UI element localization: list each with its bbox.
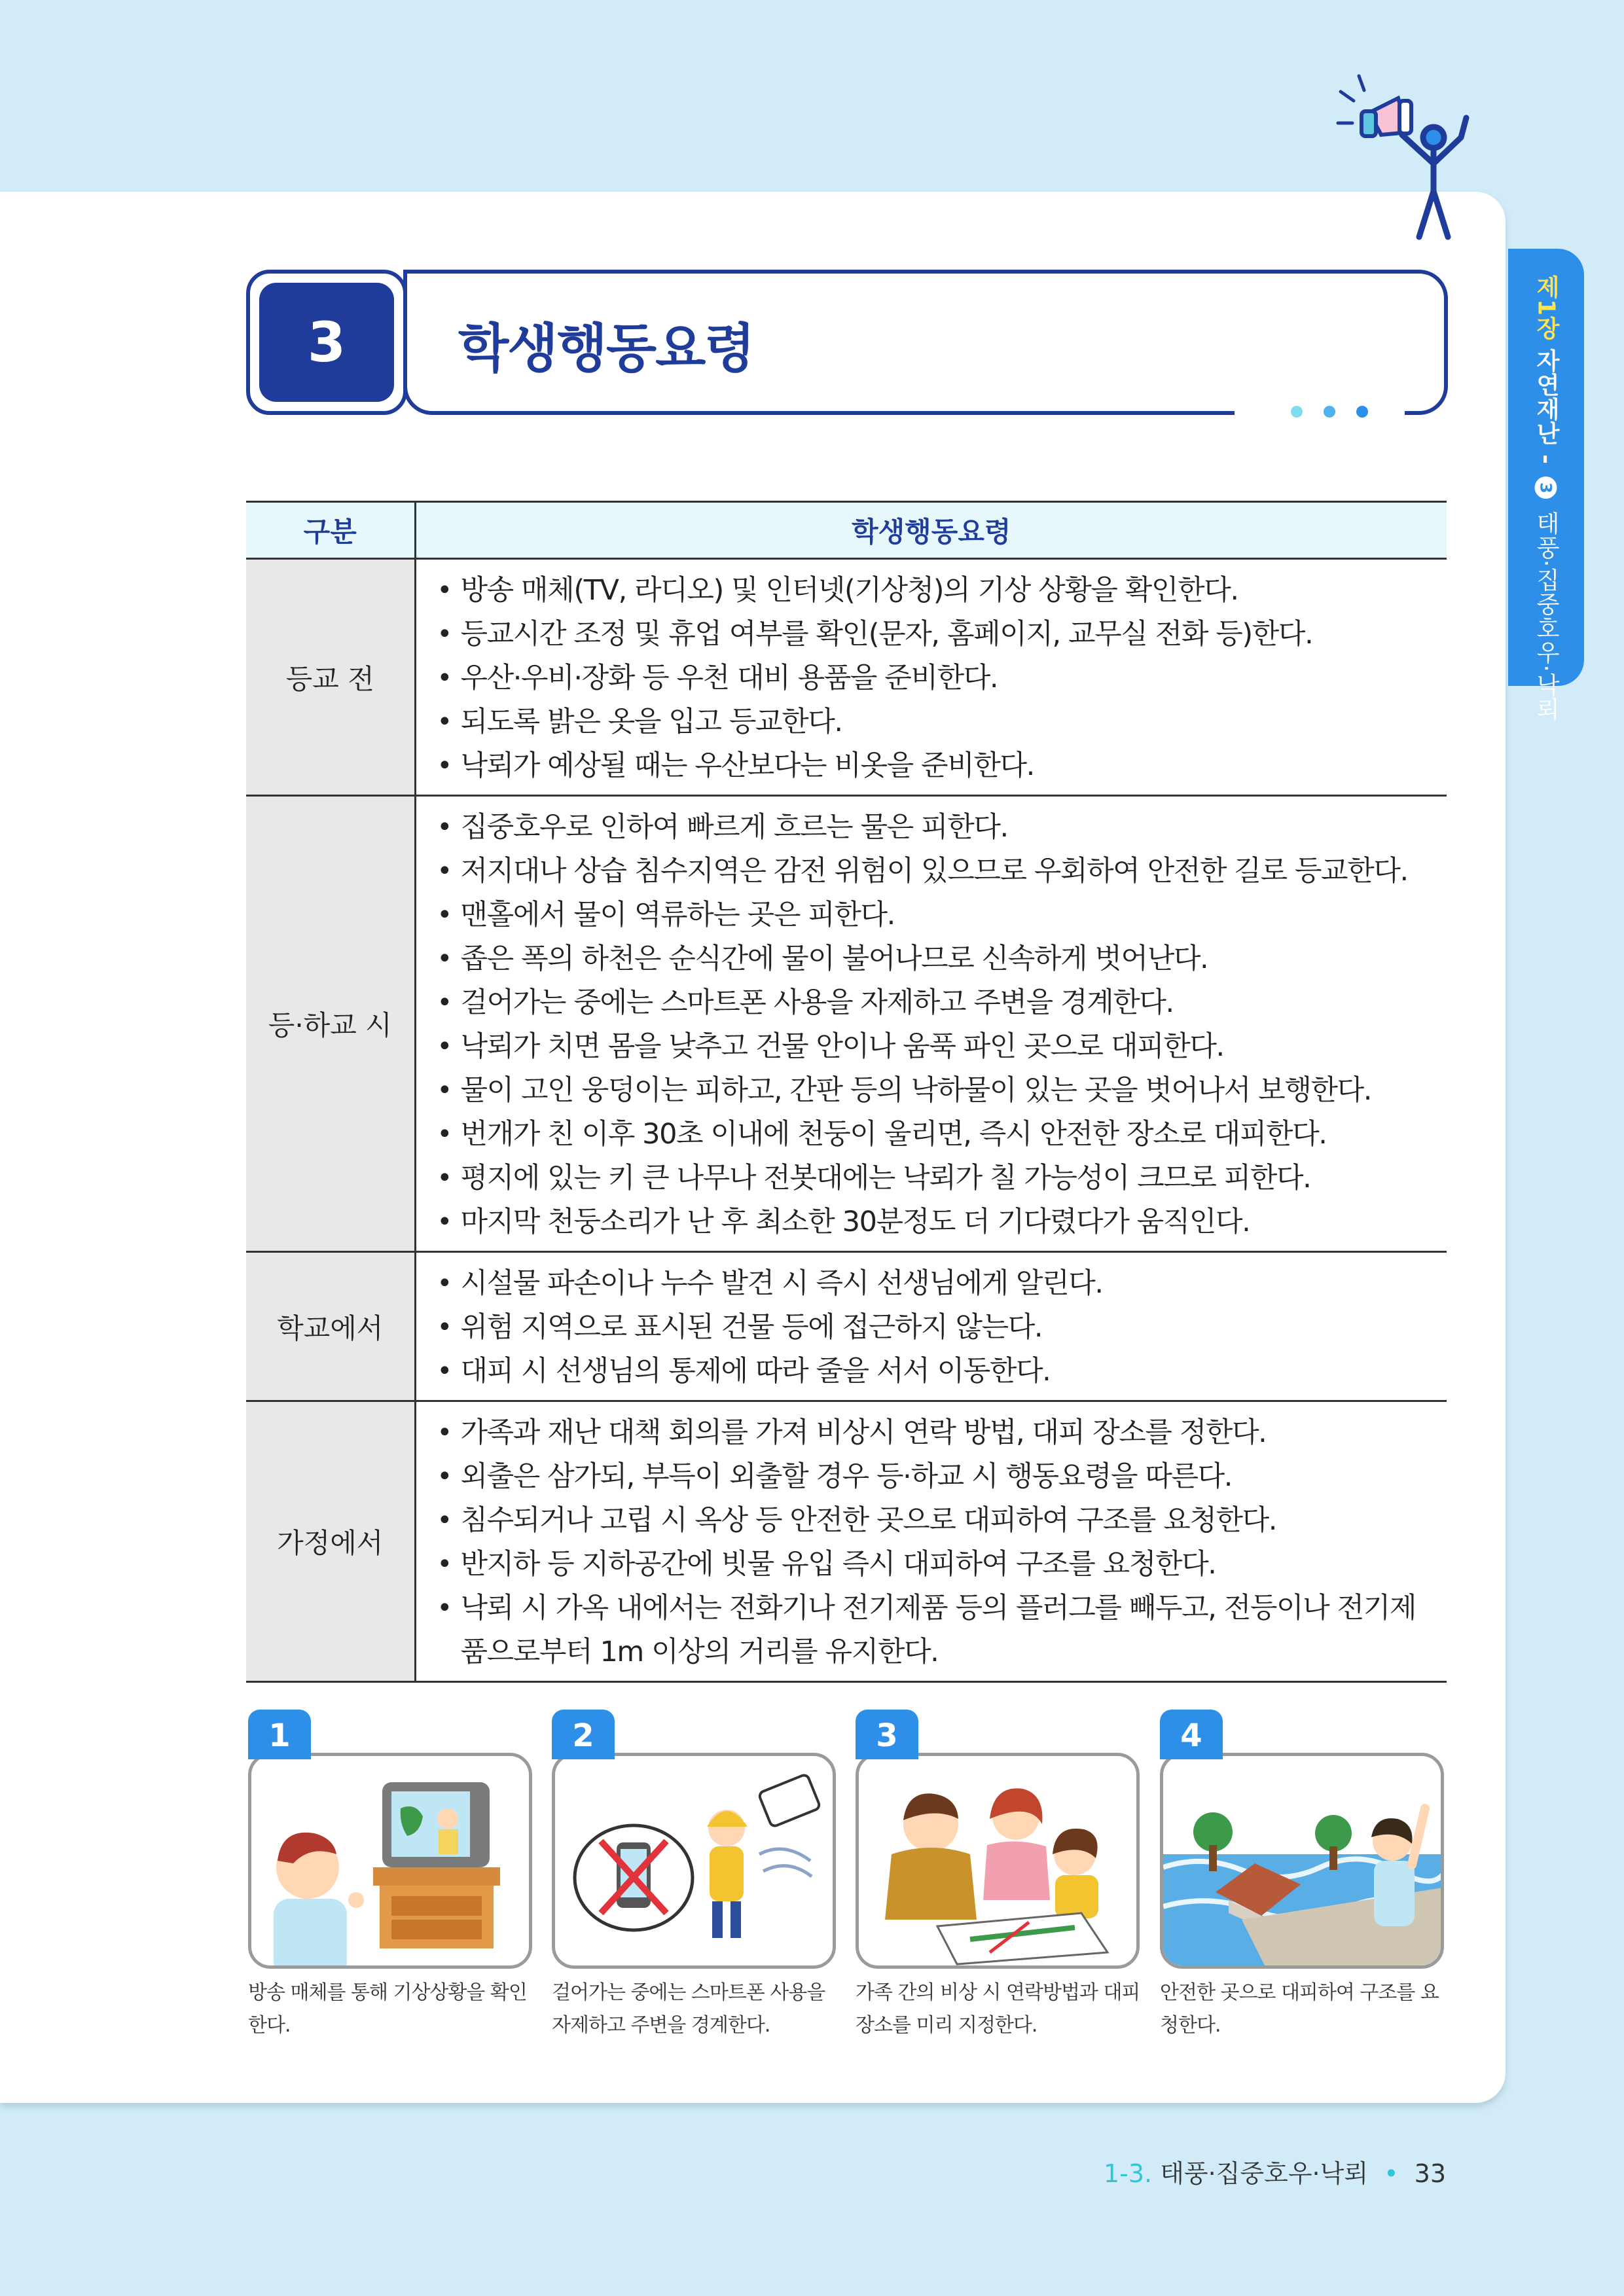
list-item: • 물이 고인 웅덩이는 피하고, 간판 등의 낙하물이 있는 곳을 벗어나서 보행한다.: [437, 1069, 1447, 1113]
list-item: • 외출은 삼가되, 부득이 외출할 경우 등·하교 시 행동요령을 따른다.: [437, 1455, 1447, 1499]
category-before-school: 등교 전: [246, 559, 415, 796]
guideline-cell: [415, 1252, 1447, 1401]
list-item: • 좁은 폭의 하천은 순식간에 물이 불어나므로 신속하게 벗어난다.: [437, 937, 1447, 981]
table-row: [246, 796, 1447, 1252]
table-header-row: [246, 502, 1447, 559]
category-at-school: 학교에서: [246, 1252, 415, 1401]
list-item: • 위험 지역으로 표시된 건물 등에 접근하지 않는다.: [437, 1306, 1447, 1350]
category-commute: 등·하교 시: [246, 796, 415, 1252]
list-item: • 반지하 등 지하공간에 빗물 유입 즉시 대피하여 구조를 요청한다.: [437, 1543, 1447, 1587]
list-item: • 침수되거나 고립 시 옥상 등 안전한 곳으로 대피하여 구조를 요청한다.: [437, 1499, 1447, 1543]
list-item: • 등교시간 조정 및 휴업 여부를 확인(문자, 홈페이지, 교무실 전화 등)한다.: [437, 613, 1447, 656]
guideline-cell: [415, 559, 1447, 796]
illustration-caption: 가족 간의 비상 시 연락방법과 대피장소를 미리 지정한다.: [856, 1981, 1140, 2037]
chapter-title: 자연재난 -: [1532, 348, 1560, 465]
illustration-number: 3: [856, 1710, 918, 1759]
list-item: • 집중호우로 인하여 빠르게 흐르는 물은 피한다.: [437, 806, 1447, 850]
section-number-badge: 3: [1535, 476, 1557, 499]
illustration-number: 4: [1160, 1710, 1223, 1759]
list-item: • 저지대나 상습 침수지역은 감전 위험이 있으므로 우회하여 안전한 길로 등교한다.: [437, 850, 1447, 893]
illustration-number: 2: [552, 1710, 615, 1759]
table-row: [246, 1252, 1447, 1401]
megaphone-mascot-icon: [1335, 72, 1479, 249]
header-guidelines: 학생행동요령: [415, 502, 1447, 559]
chapter-side-tab[interactable]: [1508, 249, 1584, 721]
page-number: 33: [1414, 2159, 1446, 2188]
footer-section-ref: 1-3.: [1103, 2159, 1153, 2188]
list-item: • 되도록 밝은 옷을 입고 등교한다.: [437, 700, 1447, 744]
list-item: • 낙뢰 시 가옥 내에서는 전화기나 전기제품 등의 플러그를 빼두고, 전등이나 전기제품으로부터 1m 이상의 거리를 유지한다.: [437, 1587, 1447, 1674]
no-smartphone-icon: [552, 1753, 836, 1969]
illustration-caption: 방송 매체를 통해 기상상황을 확인한다.: [248, 1981, 527, 2037]
list-item: • 시설물 파손이나 누수 발견 시 즉시 선생님에게 알린다.: [437, 1262, 1447, 1306]
guideline-cell: [415, 1401, 1447, 1682]
tv-weather-icon: [248, 1753, 532, 1969]
list-item: • 평지에 있는 키 큰 나무나 전봇대에는 낙뢰가 칠 가능성이 크므로 피한다.: [437, 1157, 1447, 1200]
footer-section-name: 태풍·집중호우·낙뢰: [1160, 2159, 1369, 2188]
page-footer: [1104, 2153, 1446, 2189]
chapter-number: 제1장: [1532, 275, 1560, 341]
list-item: • 가족과 재난 대책 회의를 가져 비상시 연락 방법, 대피 장소를 정한다.: [437, 1411, 1447, 1455]
list-item: • 낙뢰가 예상될 때는 우산보다는 비옷을 준비한다.: [437, 744, 1447, 788]
chapter-side-tab-label: [1530, 275, 1563, 721]
illustration-caption: 안전한 곳으로 대피하여 구조를 요청한다.: [1160, 1981, 1439, 2037]
section-heading: 학생행동요령: [458, 318, 754, 379]
list-item: • 마지막 천둥소리가 난 후 최소한 30분정도 더 기다렸다가 움직인다.: [437, 1200, 1447, 1244]
list-item: • 우산·우비·장화 등 우천 대비 용품을 준비한다.: [437, 656, 1447, 700]
list-item: • 맨홀에서 물이 역류하는 곳은 피한다.: [437, 893, 1447, 937]
category-at-home: 가정에서: [246, 1401, 415, 1682]
section-number: 3: [259, 283, 394, 402]
list-item: • 방송 매체(TV, 라디오) 및 인터넷(기상청)의 기상 상황을 확인한다.: [437, 569, 1447, 613]
list-item: • 걸어가는 중에는 스마트폰 사용을 자제하고 주변을 경계한다.: [437, 981, 1447, 1025]
section-title: 태풍·집중호우·낙뢰: [1532, 511, 1560, 721]
family-plan-icon: [856, 1753, 1140, 1969]
table-row: [246, 1401, 1447, 1682]
footer-bullet: •: [1384, 2159, 1399, 2188]
illustration-number: 1: [248, 1710, 311, 1759]
header-category: 구분: [246, 502, 415, 559]
guideline-cell: [415, 796, 1447, 1252]
list-item: • 대피 시 선생님의 통제에 따라 줄을 서서 이동한다.: [437, 1350, 1447, 1393]
table-row: [246, 559, 1447, 796]
action-guide-table: [246, 501, 1447, 1683]
flood-rescue-icon: [1160, 1753, 1444, 1969]
list-item: • 낙뢰가 치면 몸을 낮추고 건물 안이나 움푹 파인 곳으로 대피한다.: [437, 1025, 1447, 1069]
illustration-caption: 걸어가는 중에는 스마트폰 사용을 자제하고 주변을 경계한다.: [552, 1981, 825, 2037]
decorative-dots: [1291, 406, 1389, 420]
list-item: • 번개가 친 이후 30초 이내에 천둥이 울리면, 즉시 안전한 장소로 대피한다.: [437, 1113, 1447, 1157]
section-header: [246, 270, 1448, 415]
section-title-box: [403, 270, 1448, 415]
section-number-box: [246, 270, 407, 415]
